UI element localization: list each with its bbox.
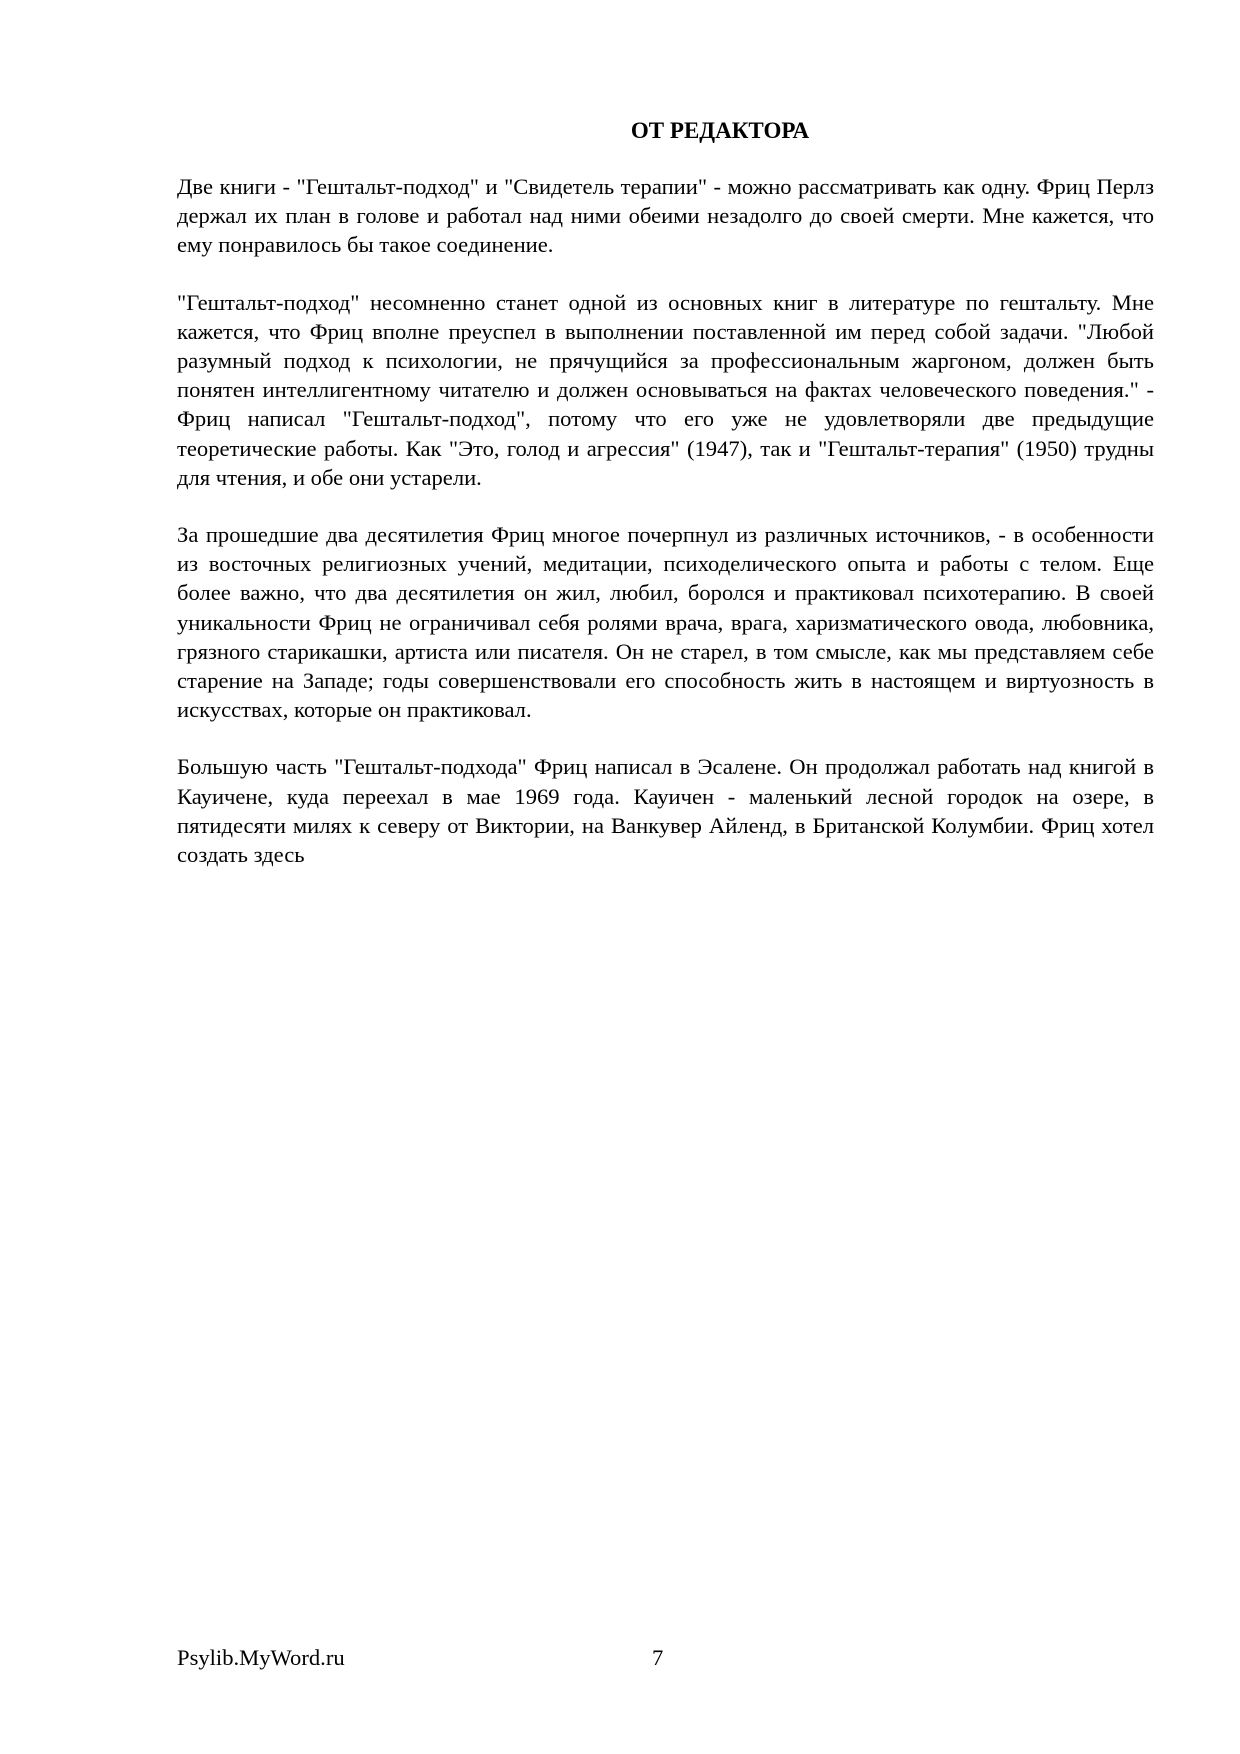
paragraph-2: "Гештальт-подход" несомненно станет одной из основных книг в литературе по гештальту. Мне кажется, что Фриц вполне преуспел в выполнении поставленной им перед собой задачи. "Любой разумный подход к психологии, не прячущийся за профессиональным жаргоном, должен быть понятен интеллигентному читателю и должен основываться на фактах человеческого поведения." - Фриц написал "Гештальт-подход", потому что его уже не удовлетворяли две предыдущие теоретические работы. Как "Это, голод и агрессия" (1947), так и "Гештальт-терапия" (1950) трудны для чтения, и обе они устарели.	[177, 289, 1154, 490]
paragraph-4: Большую часть "Гештальт-подхода" Фриц написал в Эсалене. Он продолжал работать над книгой в Кауичене, куда переехал в мае 1969 года. Кауичен - маленький лесной городок на озере, в пятидесяти милях к северу от Виктории, на Ванкувер Айленд, в Британской Колумбии. Фриц хотел создать здесь	[177, 754, 1154, 868]
page-number: 7	[652, 1645, 664, 1670]
page-title: ОТ РЕДАКТОРА	[630, 118, 810, 143]
body-text	[177, 172, 1154, 897]
paragraph-1: Две книги - "Гештальт-подход" и "Свидетель терапии" - можно рассматривать как одну. Фриц Перлз держал их план в голове и работал над ними обеими незадолго до своей смерти. Мне кажется, что ему понравилось бы такое соединение.	[177, 174, 1154, 258]
footer-source: Psylib.MyWord.ru	[177, 1645, 345, 1670]
paragraph-3: За прошедшие два десятилетия Фриц многое почерпнул из различных источников, - в особенности из восточных религиозных учений, медитации, психоделического опыта и работы с телом. Еще более важно, что два десятилетия он жил, любил, боролся и практиковал психотерапию. В своей уникальности Фриц не ограничивал себя ролями врача, врага, харизматического овода, любовника, грязного старикашки, артиста или писателя. Он не старел, в том смысле, как мы представляем себе старение на Западе; годы совершенствовали его способность жить в настоящем и виртуозность в искусствах, которые он практиковал.	[177, 522, 1154, 723]
